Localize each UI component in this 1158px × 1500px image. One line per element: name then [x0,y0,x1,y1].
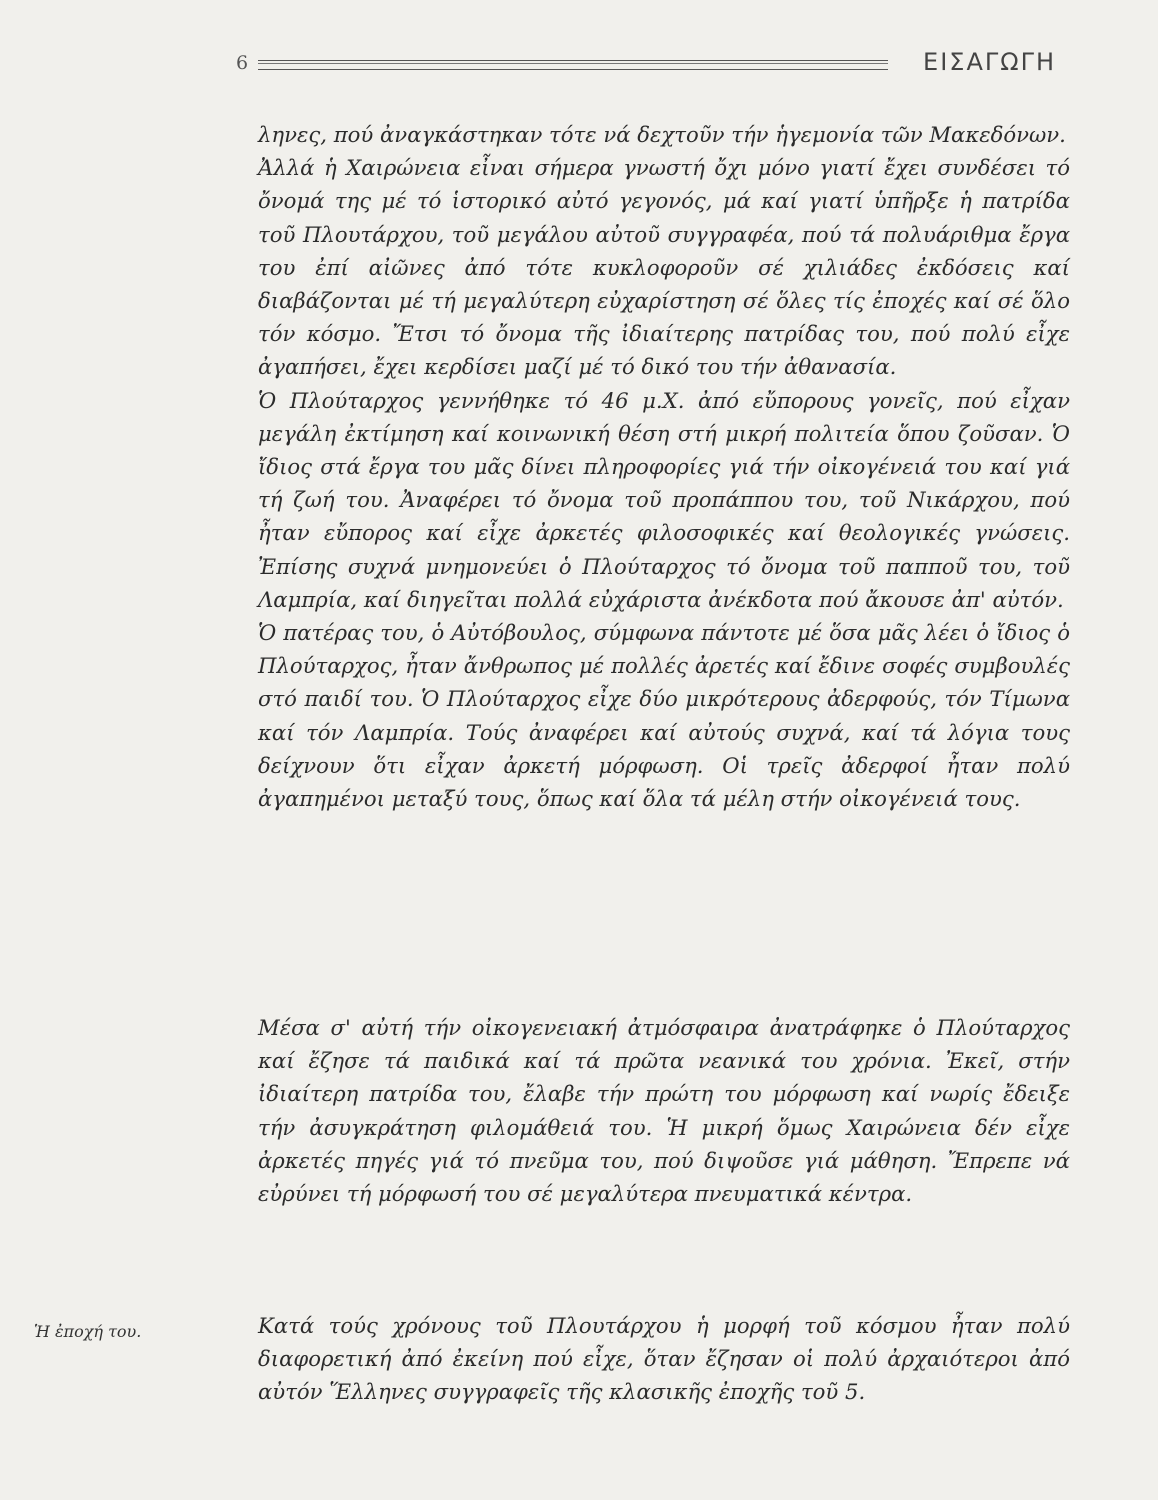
paragraph: Ὁ Πλούταρχος γεννήθηκε τό 46 μ.Χ. ἀπό εὔπορους γονεῖς, πού εἶχαν μεγάλη ἐκτίμηση καί κοινωνική θέση στή μικρή πολιτεία ὅπου ζοῦσαν. Ὁ ἴδιος στά ἔργα του μᾶς δίνει πληροφορίες γιά τήν οἰκογένειά του καί γιά τή ζωή του. Ἀναφέρει τό ὄνομα τοῦ προπάππου του, τοῦ Νικάρχου, πού ἦταν εὔπορος καί εἶχε ἀρκετές φιλοσοφικές καί θεολογικές γνώσεις. Ἐπίσης συχνά μνημονεύει ὁ Πλούταρχος τό ὄνομα τοῦ παπποῦ του, τοῦ Λαμπρία, καί διηγεῖται πολλά εὐχάριστα ἀνέκδοτα πού ἄκουσε ἀπ' αὐτόν. [258,387,1070,612]
main-text-section-2 [258,1011,1070,1210]
margin-note: Ἡ ἐποχή του. [34,1322,142,1341]
paragraph: ληνες, πού ἀναγκάστηκαν τότε νά δεχτοῦν τήν ἡγεμονία τῶν Μακεδόνων. [258,122,1066,147]
paragraph: Ἀλλά ἡ Χαιρώνεια εἶναι σήμερα γνωστή ὄχι μόνο γιατί ἔχει συνδέσει τό ὄνομά της μέ τό ἱστορικό αὐτό γεγονός, μά καί γιατί ὑπῆρξε ἡ πατρίδα τοῦ Πλουτάρχου, τοῦ μεγάλου αὐτοῦ συγγραφέα, πού τά πολυάριθμα ἔργα του ἐπί αἰῶνες ἀπό τότε κυκλοφοροῦν σέ χιλιάδες ἐκδόσεις καί διαβάζονται μέ τή μεγαλύτερη εὐχαρίστηση σέ ὅλες τίς ἐποχές καί σέ ὅλο τόν κόσμο. Ἔτσι τό ὄνομα τῆς ἰδιαίτερης πατρίδας του, πού πολύ εἶχε ἀγαπήσει, ἔχει κερδίσει μαζί μέ τό δικό του τήν ἀθανασία. [258,155,1070,380]
page-number: 6 [236,52,249,74]
paragraph: Μέσα σ' αὐτή τήν οἰκογενειακή ἀτμόσφαιρα ἀνατράφηκε ὁ Πλούταρχος καί ἔζησε τά παιδικά καί τά πρῶτα νεανικά του χρόνια. Ἐκεῖ, στήν ἰδιαίτερη πατρίδα του, ἔλαβε τήν πρώτη του μόρφωση καί νωρίς ἔδειξε τήν ἀσυγκράτηση φιλομάθειά του. Ἡ μικρή ὅμως Χαιρώνεια δέν εἶχε ἀρκετές πηγές γιά τό πνεῦμα του, πού διψοῦσε γιά μάθηση. Ἔπρεπε νά εὐρύνει τή μόρφωσή του σέ μεγαλύτερα πνευματικά κέντρα. [258,1015,1070,1207]
header-rule [258,60,888,70]
page-header [236,48,1056,78]
paragraph: Κατά τούς χρόνους τοῦ Πλουτάρχου ἡ μορφή τοῦ κόσμου ἦταν πολύ διαφορετική ἀπό ἐκείνη πού εἶχε, ὅταν ἔζησαν οἱ πολύ ἀρχαιότεροι ἀπό αὐτόν Ἕλληνες συγγραφεῖς τῆς κλασικῆς ἐποχῆς τοῦ 5. [258,1313,1070,1405]
main-text-section-1 [258,118,1070,815]
running-title: ΕΙΣΑΓΩΓΗ [923,48,1056,76]
main-text-section-3 [258,1309,1070,1409]
paragraph: Ὁ πατέρας του, ὁ Αὐτόβουλος, σύμφωνα πάντοτε μέ ὅσα μᾶς λέει ὁ ἴδιος ὁ Πλούταρχος, ἦταν ἄνθρωπος μέ πολλές ἀρετές καί ἔδινε σοφές συμβουλές στό παιδί του. Ὁ Πλούταρχος εἶχε δύο μικρότερους ἀδερφούς, τόν Τίμωνα καί τόν Λαμπρία. Τούς ἀναφέρει καί αὐτούς συχνά, καί τά λόγια τους δείχνουν ὅτι εἶχαν ἀρκετή μόρφωση. Οἱ τρεῖς ἀδερφοί ἦταν πολύ ἀγαπημένοι μεταξύ τους, ὅπως καί ὅλα τά μέλη στήν οἰκογένειά τους. [258,620,1070,812]
